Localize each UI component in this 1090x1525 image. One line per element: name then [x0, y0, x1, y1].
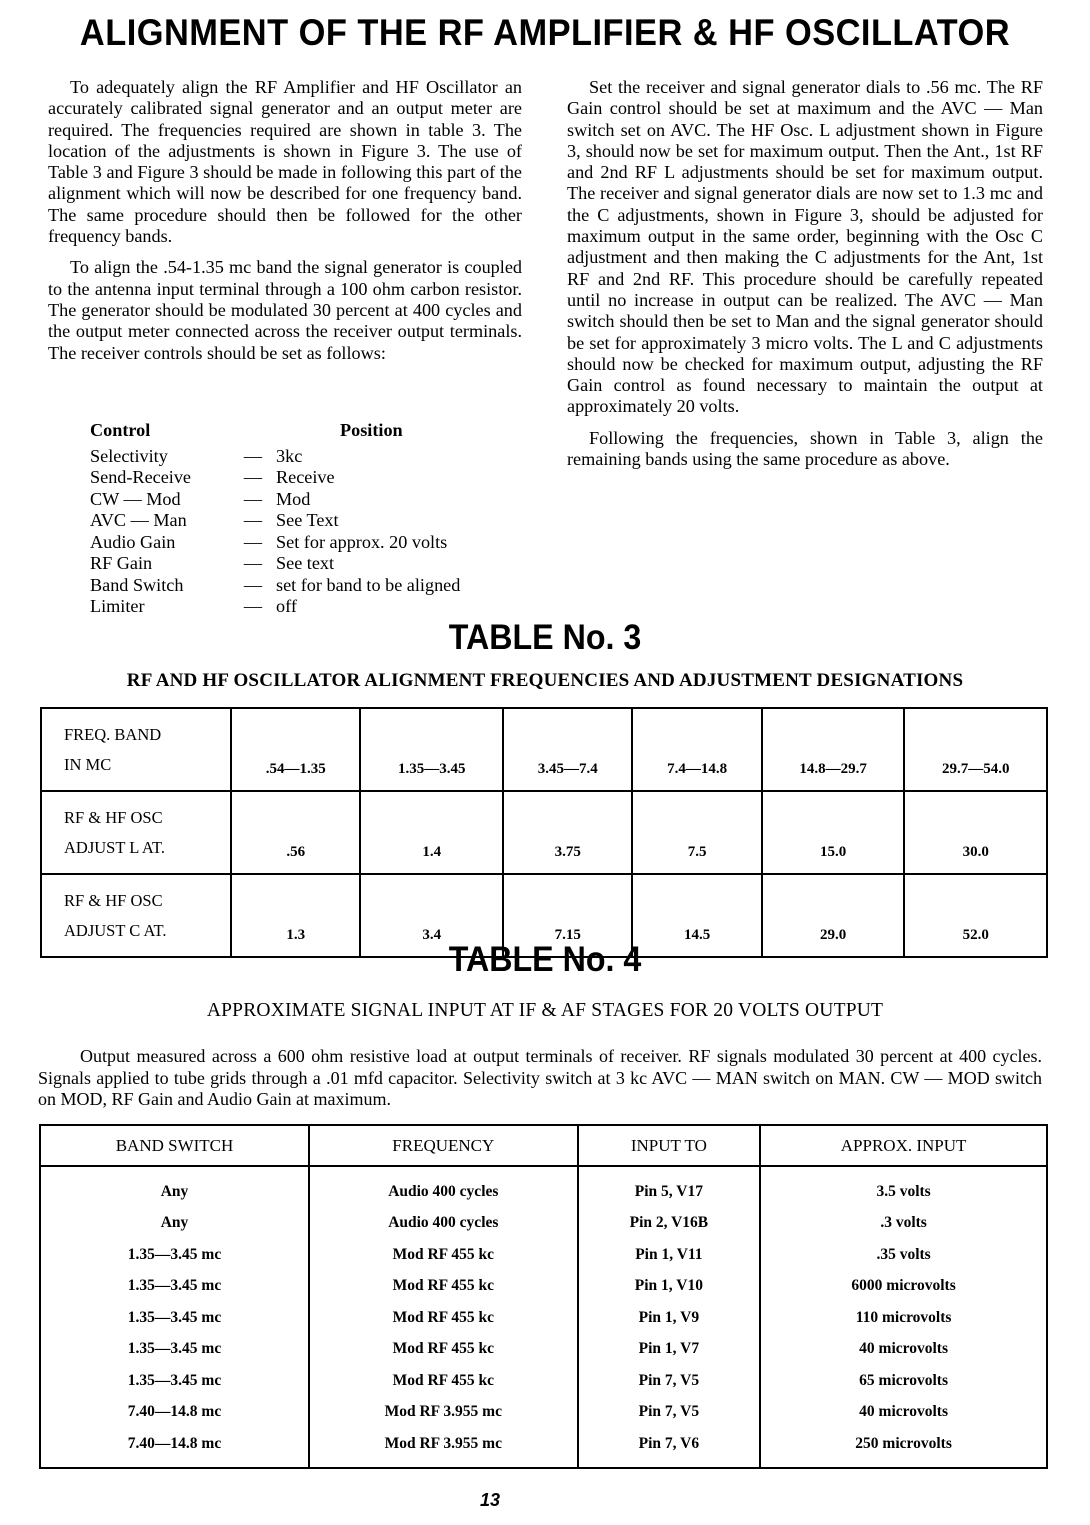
row-label-line: RF & HF OSC: [64, 890, 163, 910]
control-position: off: [276, 596, 297, 616]
table-cell: 6000 microvolts: [760, 1271, 1047, 1303]
table-cell: Mod RF 3.955 mc: [309, 1428, 578, 1468]
table-cell: 29.7—54.0: [904, 708, 1047, 791]
table-cell: 1.35—3.45 mc: [40, 1239, 309, 1271]
control-header: Control: [90, 420, 151, 440]
table-cell: Pin 1, V11: [578, 1239, 761, 1271]
table-cell: 1.35—3.45 mc: [40, 1302, 309, 1334]
table-cell: Pin 7, V5: [578, 1365, 761, 1397]
row-label-line: ADJUST L AT.: [64, 837, 165, 857]
table-row: [40, 1239, 1047, 1271]
column-header: INPUT TO: [578, 1125, 761, 1166]
table-cell: Pin 5, V17: [578, 1166, 761, 1208]
table-cell: .35 volts: [760, 1239, 1047, 1271]
page-number: 13: [480, 1490, 501, 1510]
control-position: 3kc: [276, 445, 303, 466]
table-cell: .3 volts: [760, 1208, 1047, 1240]
row-label: [41, 791, 231, 874]
control-row: [90, 532, 460, 554]
table-cell: 1.35—3.45 mc: [40, 1271, 309, 1303]
table-cell: 40 microvolts: [760, 1334, 1047, 1366]
control-control: Audio Gain: [90, 531, 176, 552]
control-row: [90, 446, 460, 468]
control-dash: —: [243, 531, 263, 552]
table-cell: 3.5 volts: [760, 1166, 1047, 1208]
table-cell: Pin 7, V6: [578, 1428, 761, 1468]
table-row: [40, 1166, 1047, 1208]
paragraph: Following the frequencies, shown in Table 3, align the remaining bands using the same procedure as above.: [567, 427, 1043, 470]
table-cell: 3.45—7.4: [503, 708, 632, 791]
table-cell: Mod RF 455 kc: [309, 1271, 578, 1303]
table-cell: Pin 1, V10: [578, 1271, 761, 1303]
row-label: [41, 708, 231, 791]
paragraph: To align the .54-1.35 mc band the signal generator is coupled to the antenna input terminal through a 100 ohm carbon resistor. The generator should be modulated 30 percent at 400 cycles and the output meter connected across the receiver output terminals. The receiver controls should be set as follows:: [48, 257, 522, 363]
table-cell: Any: [40, 1208, 309, 1240]
table-cell: Any: [40, 1166, 309, 1208]
control-position: Mod: [276, 488, 311, 509]
table-cell: .56: [231, 791, 360, 874]
control-position: Set for approx. 20 volts: [276, 531, 448, 552]
paragraph: Set the receiver and signal generator dials to .56 mc. The RF Gain control should be set at maximum and the AVC — Man switch set on AVC. The HF Osc. L adjustment shown in Figure 3, should now be set for maximum output. Then the Ant., 1st RF and 2nd RF L adjustments should be set for maximum output. The receiver and signal generator dials are now set to 1.3 mc and the C adjustments, shown in Figure 3, should be adjusted for maximum output in the same order, beginning with the Osc C adjustment and then making the C adjustments for the Ant, 1st RF and 2nd RF. This procedure should be carefully repeated until no increase in output can be realized. The AVC — Man switch should then be set to Man and the signal generator should be set for approximately 3 micro volts. The L and C adjustments should now be checked for maximum output, adjusting the RF Gain control as found necessary to maintain the output at approximately 20 volts.: [567, 77, 1043, 417]
control-dash: —: [243, 488, 263, 509]
table-row: [40, 1365, 1047, 1397]
paragraph: To adequately align the RF Amplifier and HF Oscillator an accurately calibrated signal generator and an output meter are required. The frequencies required are shown in table 3. The location of the adjustments is shown in Figure 3. The use of Table 3 and Figure 3 should be made in following this part of the alignment which will now be described for one frequency band. The same procedure should then be followed for the other frequency bands.: [48, 77, 522, 247]
control-position: See text: [276, 553, 335, 573]
table4-title: TABLE No. 4: [448, 940, 642, 979]
table-cell: Pin 7, V5: [578, 1397, 761, 1429]
table-cell: 1.3: [231, 874, 360, 957]
control-control: CW — Mod: [90, 488, 181, 509]
table-cell: 14.8—29.7: [762, 708, 905, 791]
table-cell: 7.40—14.8 mc: [40, 1428, 309, 1468]
control-position: Receive: [276, 467, 335, 487]
table-cell: Mod RF 455 kc: [309, 1334, 578, 1366]
control-control: AVC — Man: [90, 510, 187, 530]
control-dash: —: [243, 553, 263, 573]
table4-subtitle: APPROXIMATE SIGNAL INPUT AT IF & AF STAGES FOR 20 VOLTS OUTPUT: [206, 1000, 884, 1021]
control-row: [90, 510, 460, 532]
controls-header: [90, 420, 460, 442]
table-cell: Mod RF 455 kc: [309, 1239, 578, 1271]
control-dash: —: [243, 574, 263, 595]
table-cell: 110 microvolts: [760, 1302, 1047, 1334]
table-cell: 3.4: [360, 874, 503, 957]
control-row: [90, 575, 460, 597]
table4-note: [38, 1046, 1042, 1111]
control-dash: —: [243, 445, 263, 466]
controls-list: [90, 420, 460, 618]
table-cell: 1.35—3.45 mc: [40, 1365, 309, 1397]
control-position: See Text: [276, 510, 339, 530]
table-row: [40, 1271, 1047, 1303]
control-row: [90, 553, 460, 575]
table-cell: 1.35—3.45: [360, 708, 503, 791]
table-cell: 40 microvolts: [760, 1397, 1047, 1429]
control-row: [90, 596, 460, 618]
right-column: [567, 77, 1043, 480]
position-header: Position: [340, 420, 403, 440]
table-row: [40, 1208, 1047, 1240]
control-position: set for band to be aligned: [276, 574, 461, 595]
table-cell: 7.5: [632, 791, 761, 874]
control-dash: —: [243, 467, 263, 487]
table4-note-text: Output measured across a 600 ohm resistive load at output terminals of receiver. RF signals modulated 30 percent at 400 cycles. Signals applied to tube grids through a .01 mfd capacitor. Selectivity switch at 3 kc AVC — MAN switch on MAN. CW — MOD switch on MOD, RF Gain and Audio Gain at maximum.: [38, 1046, 1042, 1109]
table4: [39, 1124, 1048, 1469]
table-cell: 52.0: [904, 874, 1047, 957]
left-column: [48, 77, 522, 374]
control-control: RF Gain: [90, 553, 153, 573]
control-control: Band Switch: [90, 574, 184, 595]
table-row: [41, 708, 1047, 791]
column-header: BAND SWITCH: [40, 1125, 309, 1166]
table-row: [40, 1302, 1047, 1334]
table3-title: TABLE No. 3: [448, 618, 642, 657]
table-cell: 1.35—3.45 mc: [40, 1334, 309, 1366]
control-row: [90, 467, 460, 489]
table-cell: 14.5: [632, 874, 761, 957]
row-label-line: IN MC: [64, 754, 112, 774]
table-cell: 250 microvolts: [760, 1428, 1047, 1468]
table-cell: Mod RF 455 kc: [309, 1365, 578, 1397]
row-label-line: ADJUST C AT.: [64, 920, 167, 940]
table-cell: Pin 2, V16B: [578, 1208, 761, 1240]
table-cell: Pin 1, V9: [578, 1302, 761, 1334]
table-cell: 15.0: [762, 791, 905, 874]
control-row: [90, 489, 460, 511]
control-control: Selectivity: [90, 445, 168, 466]
control-dash: —: [243, 596, 263, 616]
row-label-line: FREQ. BAND: [64, 724, 162, 744]
table-cell: Mod RF 3.955 mc: [309, 1397, 578, 1429]
column-header: FREQUENCY: [309, 1125, 578, 1166]
table-cell: 29.0: [762, 874, 905, 957]
table-cell: Audio 400 cycles: [309, 1166, 578, 1208]
table-row: [41, 791, 1047, 874]
table3: [40, 707, 1048, 958]
table-cell: Mod RF 455 kc: [309, 1302, 578, 1334]
table-cell: 30.0: [904, 791, 1047, 874]
table-cell: 7.4—14.8: [632, 708, 761, 791]
table-cell: 7.15: [503, 874, 632, 957]
table3-subtitle: RF AND HF OSCILLATOR ALIGNMENT FREQUENCIES AND ADJUSTMENT DESIGNATIONS: [126, 670, 964, 691]
table-row: [40, 1428, 1047, 1468]
table-cell: 1.4: [360, 791, 503, 874]
control-control: Send-Receive: [90, 467, 191, 487]
page-title: ALIGNMENT OF THE RF AMPLIFIER & HF OSCILLATOR: [79, 12, 1011, 53]
table-cell: .54—1.35: [231, 708, 360, 791]
table-cell: Audio 400 cycles: [309, 1208, 578, 1240]
table-cell: Pin 1, V7: [578, 1334, 761, 1366]
control-control: Limiter: [90, 596, 145, 616]
table-row: [40, 1334, 1047, 1366]
column-header: APPROX. INPUT: [760, 1125, 1047, 1166]
table-cell: 7.40—14.8 mc: [40, 1397, 309, 1429]
control-dash: —: [243, 510, 263, 530]
table-cell: 65 microvolts: [760, 1365, 1047, 1397]
row-label-line: RF & HF OSC: [64, 807, 163, 827]
table-cell: 3.75: [503, 791, 632, 874]
table-row: [40, 1397, 1047, 1429]
